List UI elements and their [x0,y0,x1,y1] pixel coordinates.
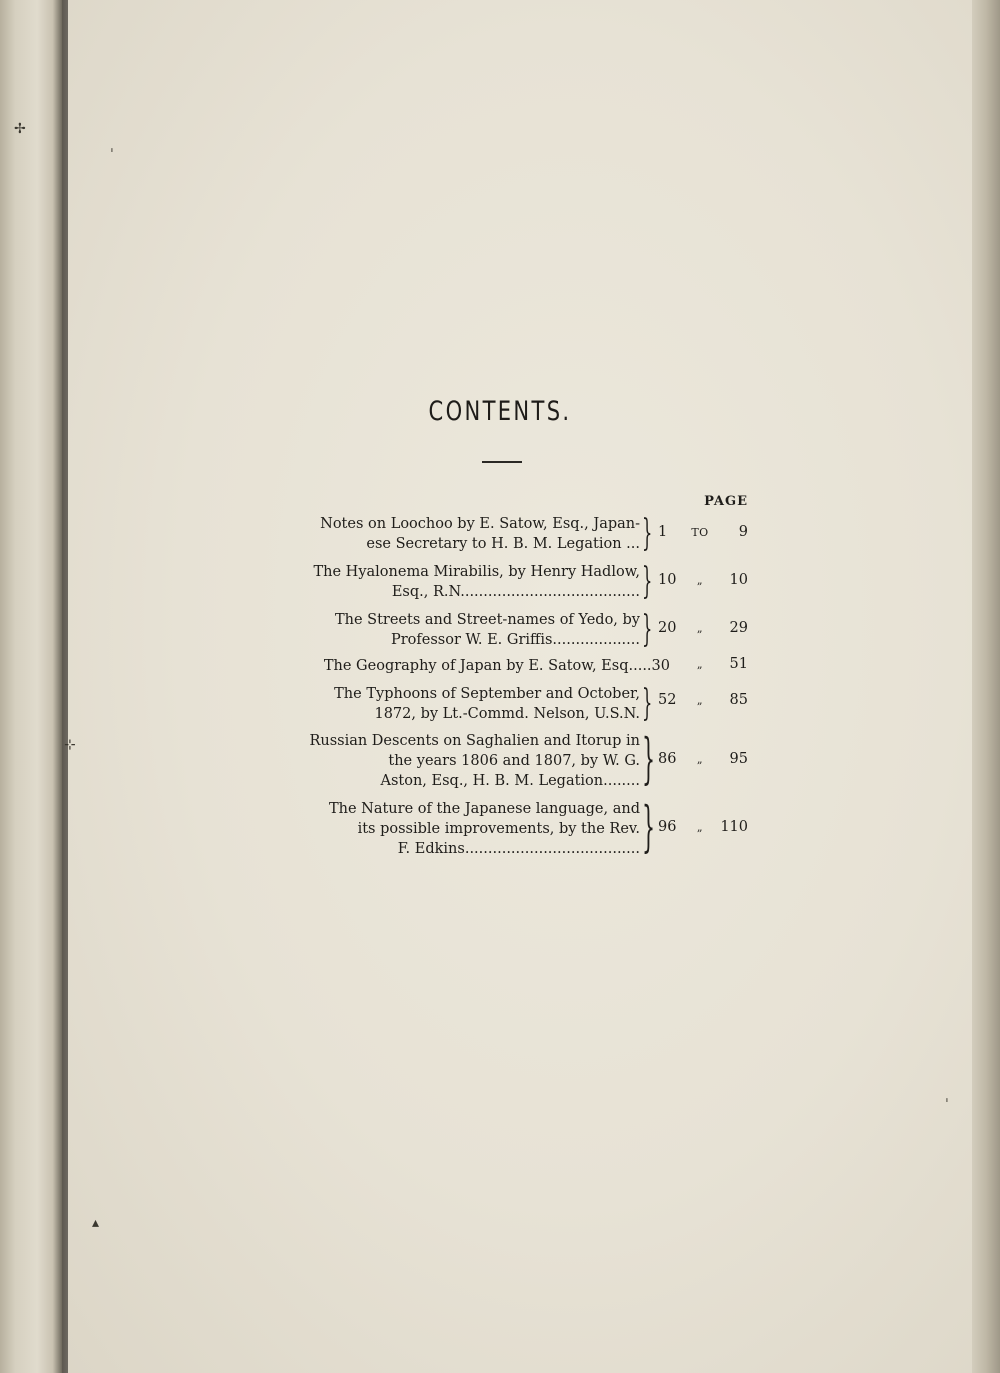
page-range-separator: „ [696,574,704,587]
toc-entry-line: ese Secretary to H. B. M. Legation ... [366,536,640,552]
page-to: 29 [729,620,748,636]
page-range [658,656,748,672]
page-range [658,620,748,636]
page-from: 52 [658,692,677,708]
toc-entry-text [250,514,640,554]
page-from: 1 [658,524,668,540]
toc-entry-line: Notes on Loochoo by E. Satow, Esq., Japan- [320,516,640,532]
toc-entry-line: The Streets and Street-names of Yedo, by [334,612,640,628]
page-from: 10 [658,572,677,588]
toc-entry-line: the years 1806 and 1807, by W. G. [388,753,640,769]
page-range-separator: „ [696,622,704,635]
page-range-separator: „ [696,821,704,834]
paper-speck: ˈ [110,147,114,163]
toc-entry-text [250,684,640,724]
page-fore-edge [972,0,1000,1373]
page-range-separator: „ [696,753,704,766]
toc-entry-line: The Geography of Japan by E. Satow, Esq.....30 [323,658,670,674]
toc-entry-line: The Nature of the Japanese language, and [328,801,640,817]
page-range [658,524,748,540]
toc-entry-text [250,562,640,602]
page-to: 10 [729,572,748,588]
toc-entry-line: Aston, Esq., H. B. M. Legation........ [380,773,640,789]
page-from: 86 [658,751,677,767]
toc-entry-line: Russian Descents on Saghalien and Itorup in [309,733,640,749]
page-range-separator: TO [691,526,709,539]
paper-speck: ˈ [945,1097,949,1113]
right-brace: } [642,727,656,790]
toc-entry-text [250,656,670,676]
page-range [658,572,748,588]
page-to: 51 [729,656,748,672]
toc-entry-text [250,799,640,859]
toc-entry-line: F. Edkins...................................... [397,841,640,857]
title-rule [482,461,522,463]
page-range [658,819,748,835]
toc-entry-text [250,610,640,650]
toc-entry-line: The Typhoons of September and October, [334,686,640,702]
page-to: 110 [720,819,748,835]
page-from: 20 [658,620,677,636]
toc-entry-line: The Hyalonema Mirabilis, by Henry Hadlow, [313,564,640,580]
right-brace: } [642,795,656,858]
toc-entry-line: Esq., R.N....................................... [391,584,640,600]
page-from: 96 [658,819,677,835]
page-to: 95 [729,751,748,767]
page-range-separator: „ [696,694,704,707]
book-spine [0,0,62,1373]
toc-entry-line: its possible improvements, by the Rev. [357,821,640,837]
page-range [658,751,748,767]
right-brace: } [642,609,653,650]
right-brace: } [642,683,653,724]
contents-title: CONTENTS. [428,396,572,427]
page-range [658,692,748,708]
page-to: 85 [729,692,748,708]
toc-entry-text [250,731,640,791]
binding-thread-mark: ⊹ [64,737,76,753]
page-column-header: PAGE [704,494,748,509]
binding-thread-mark: ✢ [14,121,26,137]
page-from [658,656,682,672]
toc-entry-line: 1872, by Lt.-Commd. Nelson, U.S.N. [374,706,640,722]
paper-speck: ▴ [92,1215,100,1231]
right-brace: } [642,561,653,602]
page-to: 9 [738,524,748,540]
page-range-separator: „ [696,658,704,671]
toc-entry-line: Professor W. E. Griffis................... [390,632,640,648]
right-brace: } [642,513,653,554]
